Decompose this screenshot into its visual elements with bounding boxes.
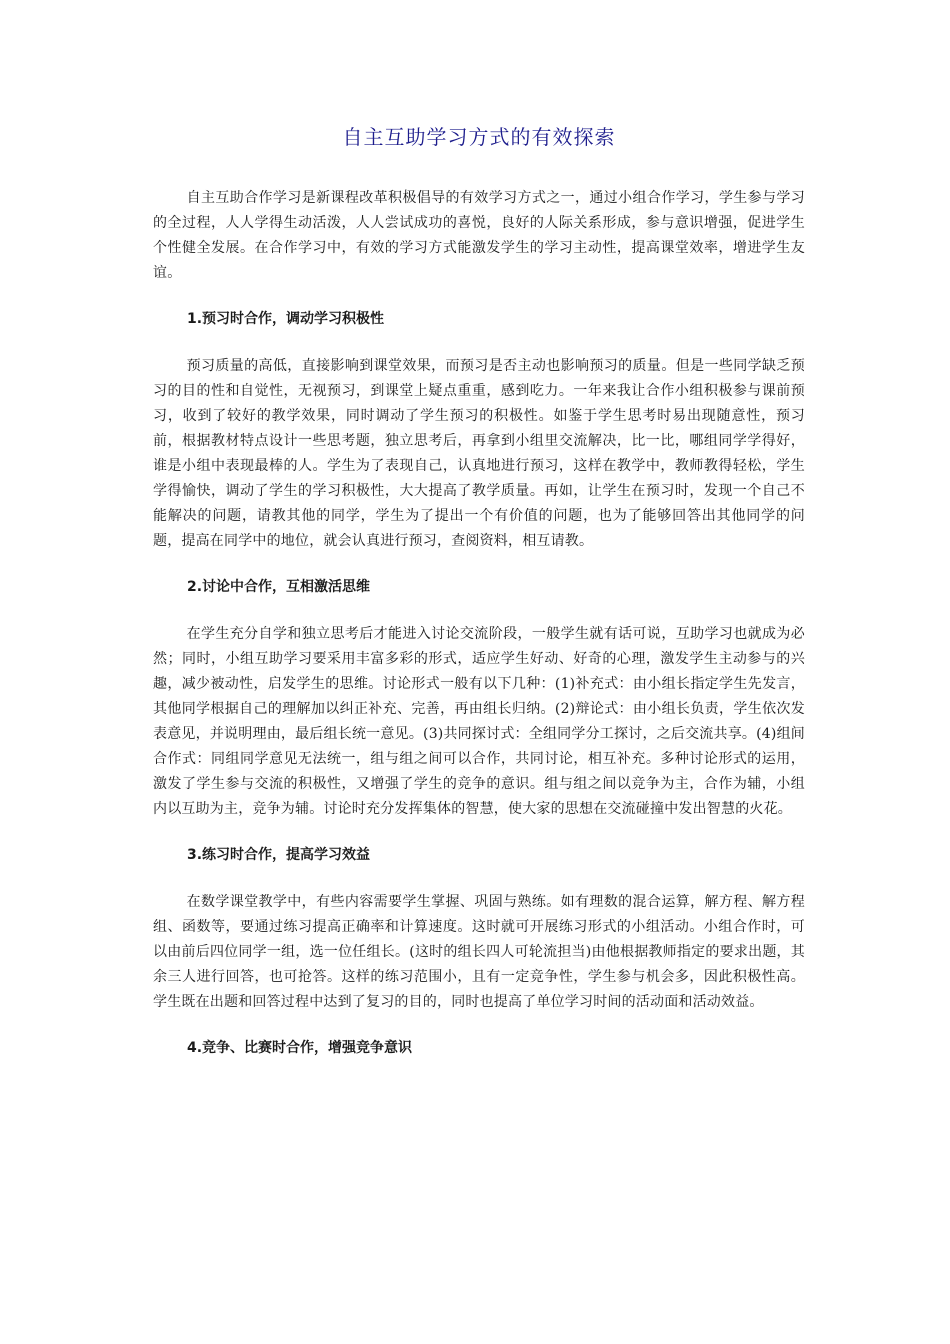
section-heading-3: 3.练习时合作，提高学习效益	[187, 847, 371, 863]
section-body-2: 在学生充分自学和独立思考后才能进入讨论交流阶段，一般学生就有话可说，互助学习也就成为必然；同时，小组互助学习要采用丰富多彩的形式，适应学生好动、好奇的心理，激发学生主动参与的兴趣，减少被动性，启发学生的思维。讨论形式一般有以下几种：(1)补充式：由小组长指定学生先发言，其他同学根据自己的理解加以纠正补充、完善，再由组长归纳。(2)辩论式：由小组长负责，学生依次发表意见，并说明理由，最后组长统一意见。(3)共同探讨式：全组同学分工探讨，之后交流共享。(4)组间合作式：同组同学意见无法统一，组与组之间可以合作，共同讨论，相互补充。多种讨论形式的运用，激发了学生参与交流的积极性，又增强了学生的竞争的意识。组与组之间以竞争为主，合作为辅，小组内以互助为主，竞争为辅。讨论时充分发挥集体的智慧，使大家的思想在交流碰撞中发出智慧的火花。	[153, 626, 805, 817]
document-title: 自主互助学习方式的有效探索	[342, 125, 616, 149]
intro-paragraph: 自主互助合作学习是新课程改革积极倡导的有效学习方式之一，通过小组合作学习，学生参与学习的全过程，人人学得生动活泼，人人尝试成功的喜悦，良好的人际关系形成，参与意识增强，促进学生个性健全发展。在合作学习中，有效的学习方式能激发学生的学习主动性，提高课堂效率，增进学生友谊。	[153, 190, 805, 281]
section-body-3: 在数学课堂教学中，有些内容需要学生掌握、巩固与熟练。如有理数的混合运算，解方程、解方程组、函数等，要通过练习提高正确率和计算速度。这时就可开展练习形式的小组活动。小组合作时，可以由前后四位同学一组，选一位任组长。(这时的组长四人可轮流担当)由他根据教师指定的要求出题，其余三人进行回答，也可抢答。这样的练习范围小，且有一定竞争性，学生参与机会多，因此积极性高。学生既在出题和回答过程中达到了复习的目的，同时也提高了单位学习时间的活动面和活动效益。	[153, 894, 805, 1010]
section-heading-1: 1.预习时合作，调动学习积极性	[187, 311, 385, 327]
section-heading-2: 2.讨论中合作，互相激活思维	[187, 579, 371, 595]
section-body-1: 预习质量的高低，直接影响到课堂效果，而预习是否主动也影响预习的质量。但是一些同学缺乏预习的目的性和自觉性，无视预习，到课堂上疑点重重，感到吃力。一年来我让合作小组积极参与课前预习，收到了较好的教学效果，同时调动了学生预习的积极性。如鉴于学生思考时易出现随意性，预习前，根据教材特点设计一些思考题，独立思考后，再拿到小组里交流解决，比一比，哪组同学学得好，谁是小组中表现最棒的人。学生为了表现自己，认真地进行预习，这样在教学中，教师教得轻松，学生学得愉快，调动了学生的学习积极性，大大提高了教学质量。再如，让学生在预习时，发现一个自己不能解决的问题，请教其他的同学，学生为了提出一个有价值的问题，也为了能够回答出其他同学的问题，提高在同学中的地位，就会认真进行预习，查阅资料，相互请教。	[153, 358, 805, 549]
section-heading-4: 4.竞争、比赛时合作，增强竞争意识	[187, 1040, 413, 1056]
document-body	[153, 120, 805, 1083]
